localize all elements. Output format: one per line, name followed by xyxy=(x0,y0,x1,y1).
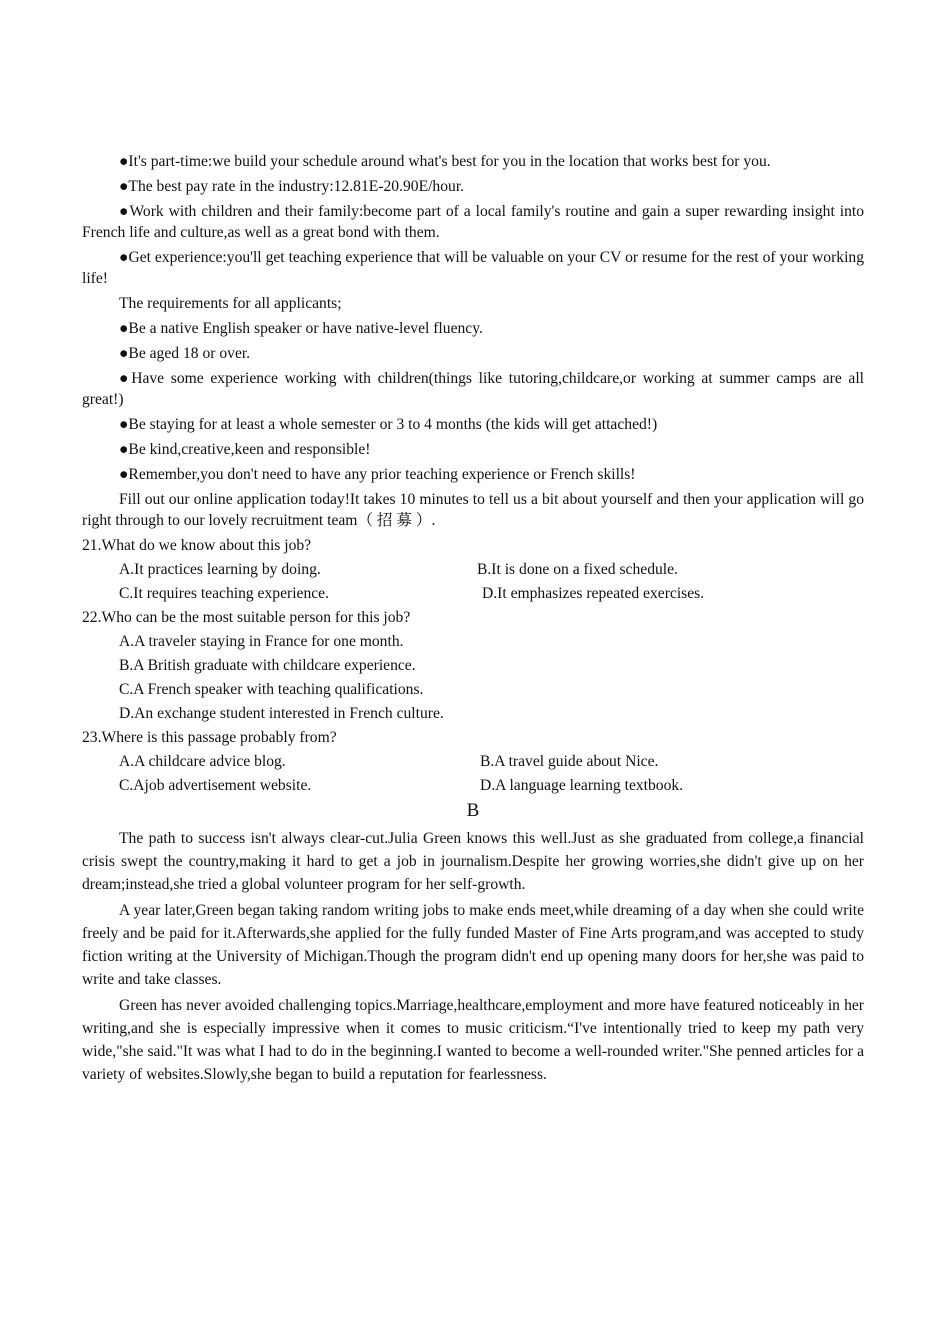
question-21-options-row-1 xyxy=(82,559,864,580)
question-23-option-b: B.A travel guide about Nice. xyxy=(480,753,659,770)
requirement-english: ●Be a native English speaker or have native-level fluency. xyxy=(119,320,483,337)
section-b-heading: B xyxy=(466,800,480,821)
benefit-part-time: ●It's part-time:we build your schedule around what's best for you in the location that works best for you. xyxy=(119,153,771,170)
requirement-children-experience: ●Have some experience working with children(things like tutoring,childcare,or working at summer camps are all great!) xyxy=(82,370,864,408)
requirement-age: ●Be aged 18 or over. xyxy=(119,345,251,362)
section-b-paragraph-1: The path to success isn't always clear-cut.Julia Green knows this well.Just as she graduated from college,a financial crisis swept the country,making it hard to get a job in journalism.Despite her growing worries,she didn't give up on her dream;instead,she tried a global volunteer program for her self-growth. xyxy=(82,830,864,893)
question-21-option-d: D.It emphasizes repeated exercises. xyxy=(482,585,705,602)
question-21-option-c: C.It requires teaching experience. xyxy=(119,585,329,602)
section-b-paragraph-2: A year later,Green began taking random writing jobs to make ends meet,while dreaming of a day when she could write freely and be paid for it.Afterwards,she applied for the fully funded Master of Fine Arts program,and was accepted to study fiction writing at the University of Michigan.Though the program didn't end up opening many doors for her,she was paid to write and take classes. xyxy=(82,902,864,988)
question-23-option-d: D.A language learning textbook. xyxy=(480,777,684,794)
question-22-option-a: A.A traveler staying in France for one month. xyxy=(119,633,404,650)
question-21-stem: 21.What do we know about this job? xyxy=(82,537,312,554)
section-b-body xyxy=(82,827,864,1086)
question-22-option-c: C.A French speaker with teaching qualifications. xyxy=(119,681,424,698)
document-page xyxy=(82,151,864,1089)
question-22-option-b: B.A British graduate with childcare experience. xyxy=(119,657,416,674)
question-23-options-row-2 xyxy=(82,775,864,796)
requirement-reminder: ●Remember,you don't need to have any prior teaching experience or French skills! xyxy=(119,466,636,483)
question-21-option-b: B.It is done on a fixed schedule. xyxy=(477,561,678,578)
benefit-work-with-family: ●Work with children and their family:become part of a local family's routine and gain a super rewarding insight into French life and culture,as well as a great bond with them. xyxy=(82,203,864,241)
requirements-heading: The requirements for all applicants; xyxy=(119,295,342,312)
question-23-option-c: C.Ajob advertisement website. xyxy=(119,777,312,794)
closing-paragraph: Fill out our online application today!It takes 10 minutes to tell us a bit about yourself and then your application will go right through to our lovely recruitment team（ 招 募 ）. xyxy=(82,491,864,529)
question-23-options-row-1 xyxy=(82,751,864,772)
requirement-stay-length: ●Be staying for at least a whole semester or 3 to 4 months (the kids will get attached!) xyxy=(119,416,658,433)
question-21-options-row-2 xyxy=(82,583,864,604)
benefit-experience: ●Get experience:you'll get teaching experience that will be valuable on your CV or resume for the rest of your working life! xyxy=(82,249,864,287)
question-22-option-d: D.An exchange student interested in French culture. xyxy=(119,705,444,722)
question-22-stem: 22.Who can be the most suitable person for this job? xyxy=(82,609,411,626)
benefit-pay-rate: ●The best pay rate in the industry:12.81E-20.90E/hour. xyxy=(119,178,465,195)
question-21-option-a: A.It practices learning by doing. xyxy=(119,561,321,578)
requirement-personality: ●Be kind,creative,keen and responsible! xyxy=(119,441,371,458)
section-b-paragraph-3: Green has never avoided challenging topics.Marriage,healthcare,employment and more have featured noticeably in her writing,and she is especially impressive when it comes to music criticism.“I've intentionally tried to keep my path very wide,"she said."It was what I had to do in the beginning.I wanted to become a well-rounded writer."She penned articles for a variety of websites.Slowly,she began to build a reputation for fearlessness. xyxy=(82,997,864,1083)
question-23-option-a: A.A childcare advice blog. xyxy=(119,753,286,770)
question-23-stem: 23.Where is this passage probably from? xyxy=(82,729,337,746)
